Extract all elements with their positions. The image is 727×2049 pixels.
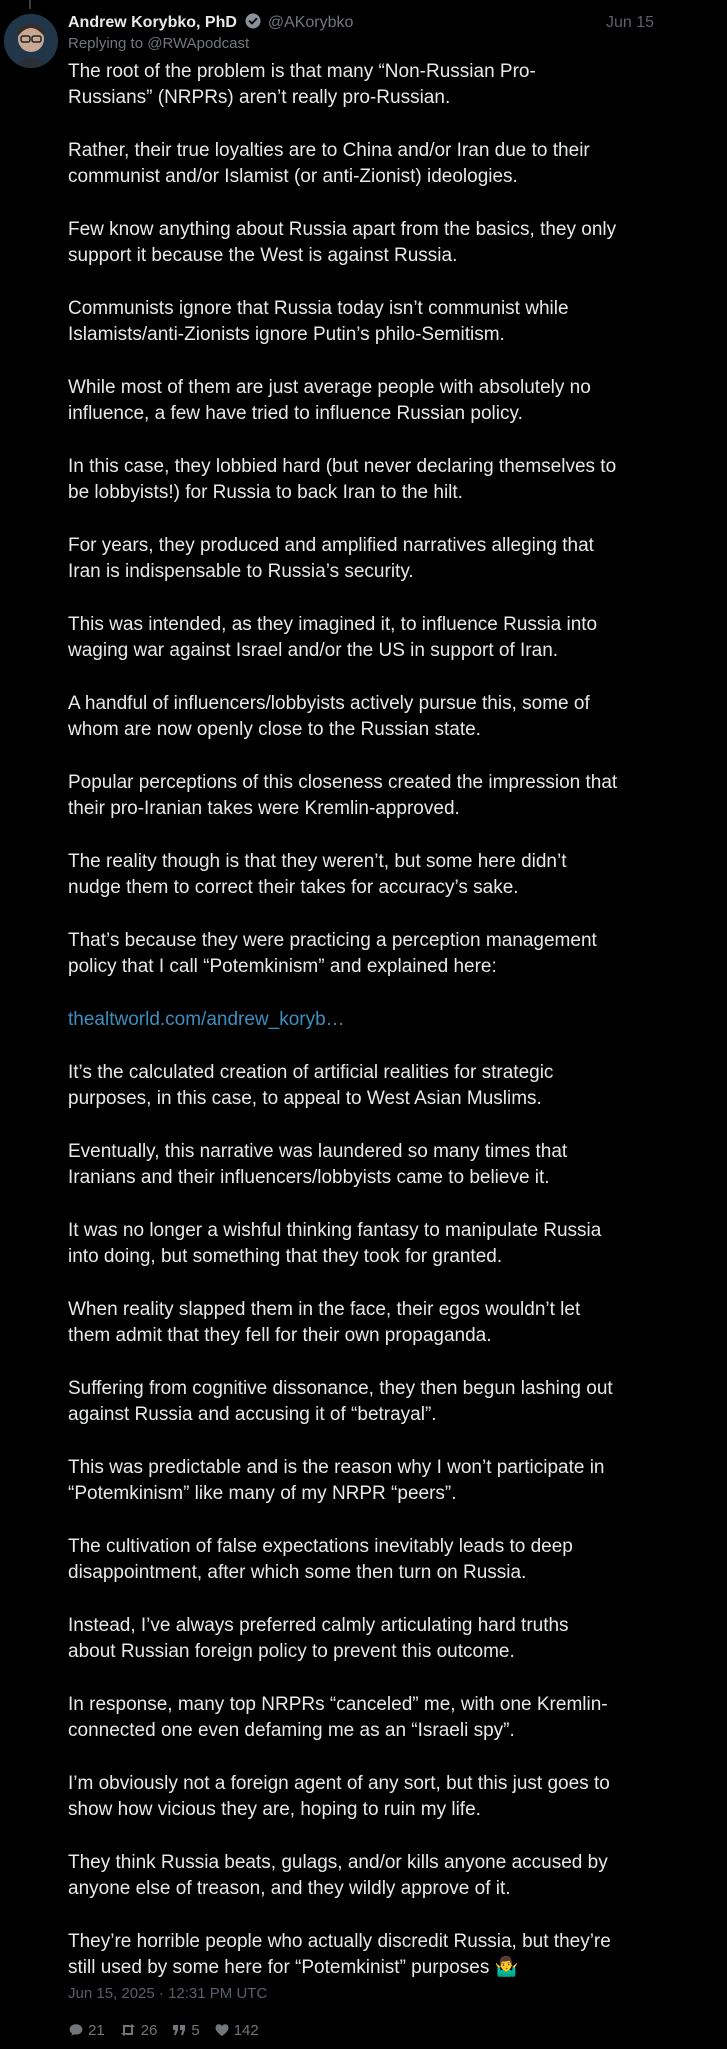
quote-count-value: 5 — [191, 2021, 200, 2039]
tweet-timestamp[interactable]: Jun 15, 2025 · 12:31 PM UTC — [68, 1985, 268, 2002]
tweet-paragraph: It’s the calculated creation of artificial realities for strategic purposes, in this case, to appeal to West Asian Muslims. — [68, 1062, 554, 1109]
tweet-paragraph-last — [68, 1929, 664, 1981]
author-handle[interactable]: @AKorybko — [267, 14, 354, 31]
tweet-paragraph: For years, they produced and amplified narratives alleging that Iran is indispensable to Russia’s security. — [68, 535, 594, 582]
retweet-count[interactable] — [119, 2022, 158, 2039]
avatar[interactable] — [4, 14, 58, 68]
tweet-paragraph: It was no longer a wishful thinking fantasy to manipulate Russia into doing, but something that they took for granted. — [68, 1220, 602, 1267]
tweet-paragraph-text: They’re horrible people who actually discredit Russia, but they’re still used by some here for “Potemkinist” purposes — [68, 1931, 611, 1978]
tweet-paragraph: Instead, I’ve always preferred calmly articulating hard truths about Russian foreign policy to prevent this outcome. — [68, 1615, 569, 1662]
replying-to — [68, 34, 664, 54]
like-count-value: 142 — [233, 2021, 259, 2039]
retweet-count-value: 26 — [140, 2021, 158, 2039]
tweet-paragraph: The root of the problem is that many “Non-Russian Pro- Russians” (NRPRs) aren’t really pro-Russian. — [68, 61, 536, 108]
tweet-paragraph: That’s because they were practicing a perception management policy that I call “Potemkinism” and explained here: — [68, 930, 597, 977]
shrug-emoji: 🤷‍♂️ — [494, 1957, 519, 1978]
tweet-paragraph: This was predictable and is the reason why I won’t participate in “Potemkinism” like many of my NRPR “peers”. — [68, 1457, 605, 1504]
tweet-paragraph: Suffering from cognitive dissonance, they then begun lashing out against Russia and accusing it of “betrayal”. — [68, 1378, 613, 1425]
tweet-paragraph: A handful of influencers/lobbyists actively pursue this, some of whom are now openly close to the Russian state. — [68, 693, 590, 740]
tweet-paragraph: Few know anything about Russia apart from the basics, they only support it because the West is against Russia. — [68, 219, 617, 266]
reply-count-value: 21 — [88, 2021, 105, 2039]
tweet-paragraph: Eventually, this narrative was laundered so many times that Iranians and their influencers/lobbyists came to believe it. — [68, 1141, 568, 1188]
article-link[interactable]: thealtworld.com/andrew_koryb… — [68, 1009, 345, 1030]
tweet-paragraph: The reality though is that they weren’t, but some here didn’t nudge them to correct their takes for accuracy’s sake. — [68, 851, 567, 898]
tweet-date[interactable]: Jun 15 — [605, 14, 654, 31]
tweet-paragraph: Communists ignore that Russia today isn’t communist while Islamists/anti-Zionists ignore Putin’s philo-Semitism. — [68, 298, 569, 345]
comment-icon — [68, 2022, 84, 2038]
tweet-paragraph: While most of them are just average people with absolutely no influence, a few have tried to influence Russian policy. — [68, 377, 591, 424]
avatar-image — [4, 14, 58, 68]
retweet-icon — [119, 2022, 137, 2038]
quote-count[interactable] — [171, 2022, 199, 2039]
reply-count[interactable] — [68, 2022, 105, 2039]
tweet-text — [68, 59, 664, 1981]
tweet-paragraph: In this case, they lobbied hard (but never declaring themselves to be lobbyists!) for Russia to back Iran to the hilt. — [68, 456, 617, 503]
quote-icon — [171, 2022, 187, 2038]
verified-badge-icon — [245, 13, 261, 36]
reply-mention-link[interactable]: @RWApodcast — [147, 35, 250, 52]
tweet-paragraph: They think Russia beats, gulags, and/or kills anyone accused by anyone else of treason, and they wildly approve of it. — [68, 1852, 608, 1899]
tweet-paragraph: Rather, their true loyalties are to China and/or Iran due to their communist and/or Islamist (or anti-Zionist) ideologies. — [68, 140, 590, 187]
tweet-header — [68, 12, 664, 34]
author-name[interactable]: Andrew Korybko, PhD — [68, 14, 237, 31]
tweet-paragraph: This was intended, as they imagined it, to influence Russia into waging war against Israel and/or the US in support of Iran. — [68, 614, 598, 661]
thread-connector-line — [29, 0, 31, 9]
tweet-paragraph: When reality slapped them in the face, their egos wouldn’t let them admit that they fell for their own propaganda. — [68, 1299, 581, 1346]
tweet-paragraph: In response, many top NRPRs “canceled” me, with one Kremlin- connected one even defaming me as an “Israeli spy”. — [68, 1694, 608, 1741]
tweet-paragraph: The cultivation of false expectations inevitably leads to deep disappointment, after which some then turn on Russia. — [68, 1536, 573, 1583]
tweet-content — [68, 12, 664, 2040]
tweet-stats — [68, 2020, 664, 2040]
heart-icon — [214, 2022, 230, 2038]
replying-to-label: Replying to — [68, 35, 144, 52]
tweet-paragraph: Popular perceptions of this closeness created the impression that their pro-Iranian takes were Kremlin-approved. — [68, 772, 618, 819]
tweet-paragraph: I’m obviously not a foreign agent of any sort, but this just goes to show how vicious they are, hoping to ruin my life. — [68, 1773, 610, 1820]
like-count[interactable] — [214, 2022, 259, 2039]
